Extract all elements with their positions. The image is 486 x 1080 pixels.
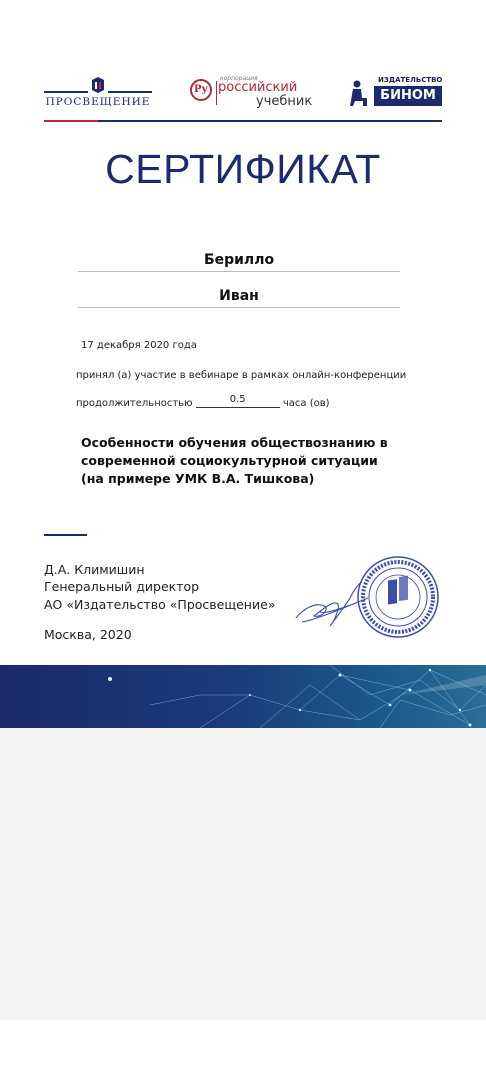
signer-company: АО «Издательство «Просвещение» [44,597,276,612]
network-banner-image [0,665,486,728]
binom-logo-small: ИЗДАТЕЛЬСТВО [378,76,443,84]
binom-figure-icon [350,80,370,106]
participation-text: принял (а) участие в вебинаре в рамках онлайн-конференции [76,370,407,381]
ru-logo-small: корпорация [220,75,258,82]
signer-name: Д.А. Климишин [44,562,145,577]
duration-suffix: часа (ов) [282,398,330,409]
ru-mark-icon: Ру [190,79,212,101]
recipient-first-name: Иван [78,288,400,308]
russian-textbook-logo [190,75,320,109]
logo-line-right [108,91,152,93]
logo-line-left [44,91,88,93]
ru-logo-divider [216,81,217,105]
duration-line [76,394,330,412]
duration-value: 0.5 [196,395,280,408]
event-date: 17 декабря 2020 года [81,340,197,351]
binom-logo [350,76,444,108]
certificate-title: СЕРТИФИКАТ [105,146,381,192]
prosveshchenie-emblem-icon [91,77,105,93]
page-background [0,728,486,1020]
header-rule-blue [98,120,442,122]
duration-prefix: продолжительностью [76,398,193,409]
prosveshchenie-logo [44,76,152,110]
header-rule-red [44,120,98,122]
ru-logo-line2: учебник [256,94,313,109]
prosveshchenie-logo-text: ПРОСВЕЩЕНИЕ [45,96,151,108]
signer-position: Генеральный директор [44,579,200,594]
company-seal-icon [356,555,440,639]
place-year: Москва, 2020 [44,627,132,642]
webinar-topic: Особенности обучения обществознанию в современной социокультурной ситуации (на примере УМК В.А. Тишкова) [81,435,388,486]
recipient-last-name: Берилло [78,252,400,272]
binom-logo-text: БИНОМ [374,86,442,106]
signature-rule [44,534,87,536]
ru-logo-line1: российский [218,80,298,95]
